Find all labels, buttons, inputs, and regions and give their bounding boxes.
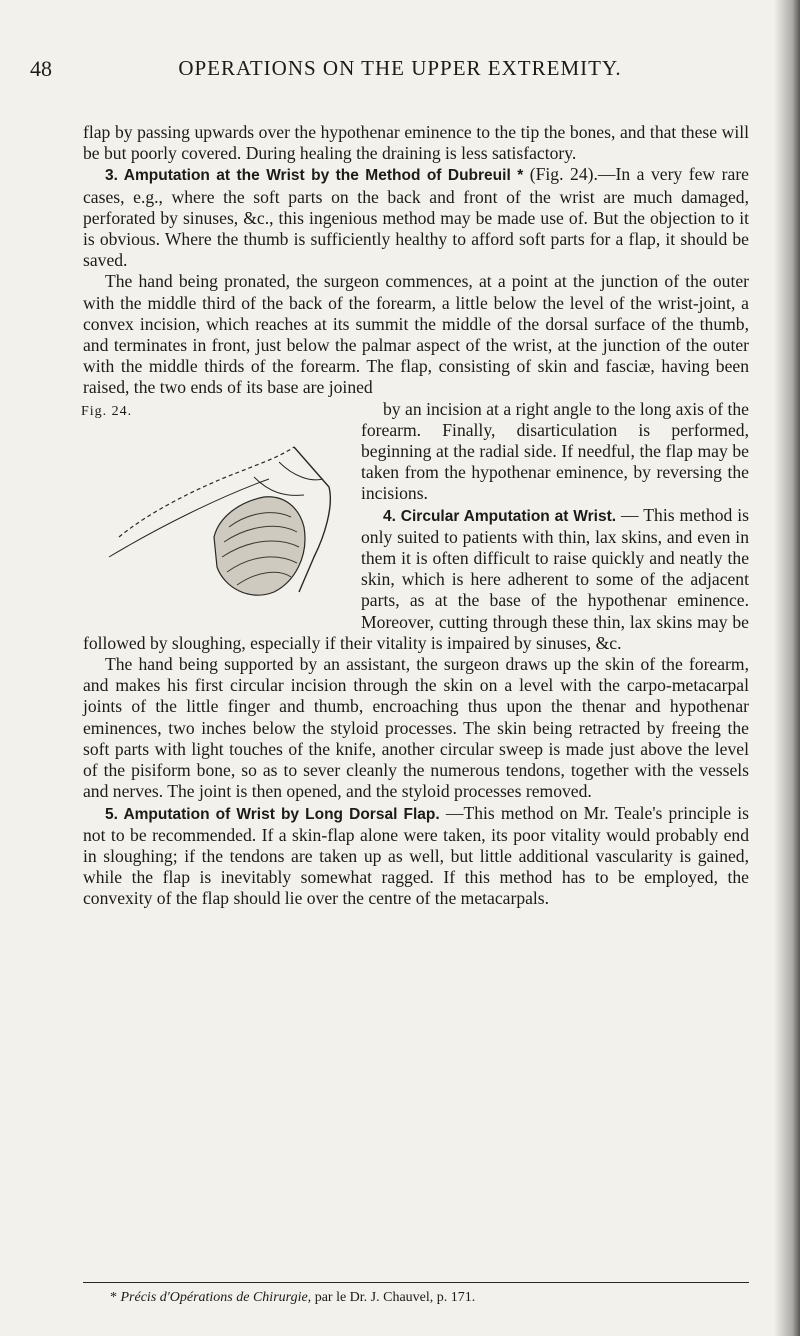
page-edge-shadow <box>774 0 800 1336</box>
footnote-rest: par le Dr. J. Chauvel, p. 171. <box>314 1290 476 1305</box>
paragraph-2 <box>83 164 749 271</box>
page-header <box>30 56 770 86</box>
section-heading-5: 5. Amputation of Wrist by Long Dorsal Flap. <box>105 805 440 823</box>
paragraph-5-text: — This method is only suited to patients with thin, lax skins, and even in them it is often difficult to raise quickly and neatly the skin, which is here adherent to some of the adjacent parts, as at the base of the hypothenar eminence. Moreover, cutting through these thin, lax skins may be followed by sloughing, especially if their vitality is impaired by sinuses, &c. <box>83 504 749 653</box>
body-text <box>83 122 749 910</box>
figure-label: Fig. 24. <box>81 403 133 419</box>
footnote-mark: * <box>110 1290 117 1305</box>
paragraph-1: flap by passing upwards over the hypothenar eminence to the tip the bones, and that these will be but poorly covered. During healing the draining is less satisfactory. <box>83 122 749 164</box>
running-title: OPERATIONS ON THE UPPER EXTREMITY. <box>178 56 622 80</box>
paragraph-7-text: —This method on Mr. Teale's principle is not to be recommended. If a skin-flap alone were taken, its poor vitality would probably end in sloughing; if the tendons are taken up as well, but little additional vascularity is gained, while the flap is inevitably somewhat ragged. If this method has to be employed, the convexity of the flap should lie over the centre of the metacarpals. <box>83 802 749 909</box>
page-number: 48 <box>30 56 52 81</box>
paragraph-3: The hand being pronated, the surgeon commences, at a point at the junction of the outer with the middle third of the back of the forearm, a little below the level of the wrist-joint, a convex incision, which reaches at its summit the middle of the dorsal surface of the thumb, and terminates in front, just below the palmar aspect of the wrist, at the junction of the outer with the middle thirds of the forearm. The flap, consisting of skin and fasciæ, having been raised, the two ends of its base are joined <box>83 271 749 398</box>
hand-flap-illustration <box>79 417 349 607</box>
section-heading-4: 4. Circular Amputation at Wrist. <box>383 507 617 525</box>
footnote-rule <box>83 1282 749 1283</box>
figure-24 <box>79 399 349 611</box>
section-heading-3: 3. Amputation at the Wrist by the Method of Dubreuil * <box>105 167 524 185</box>
paragraph-4: by an incision at a right angle to the long axis of the forearm. Finally, disarticulation is performed, beginning at the radial side. If needful, the flap may be taken from the hypothenar eminence, by reversing the incisions. <box>361 398 749 504</box>
footnote-title: Précis d'Opérations de Chirurgie, <box>120 1290 312 1305</box>
paragraph-7 <box>83 803 749 910</box>
paragraph-6: The hand being supported by an assistant, the surgeon draws up the skin of the forearm, and makes his first circular incision through the skin on a level with the carpo-metacarpal joints of the little finger and thumb, encroaching thus upon the thenar and hypothenar eminences, two inches below the styloid processes. The skin being retracted by freeing the soft parts with light touches of the knife, another circular sweep is made just above the level of the pisiform bone, so as to sever cleanly the numerous tendons, together with the vessels and nerves. The joint is then opened, and the styloid processes removed. <box>83 654 749 802</box>
footnote <box>110 1290 475 1306</box>
paragraph-2-text: (Fig. 24).—In a very few rare cases, e.g., where the soft parts on the back and front of the wrist are much damaged, perforated by sinuses, &c., this ingenious method may be made use of. But the objection to it is obvious. Where the thumb is sufficiently healthy to afford soft parts for a flap, it should be saved. <box>83 164 749 271</box>
